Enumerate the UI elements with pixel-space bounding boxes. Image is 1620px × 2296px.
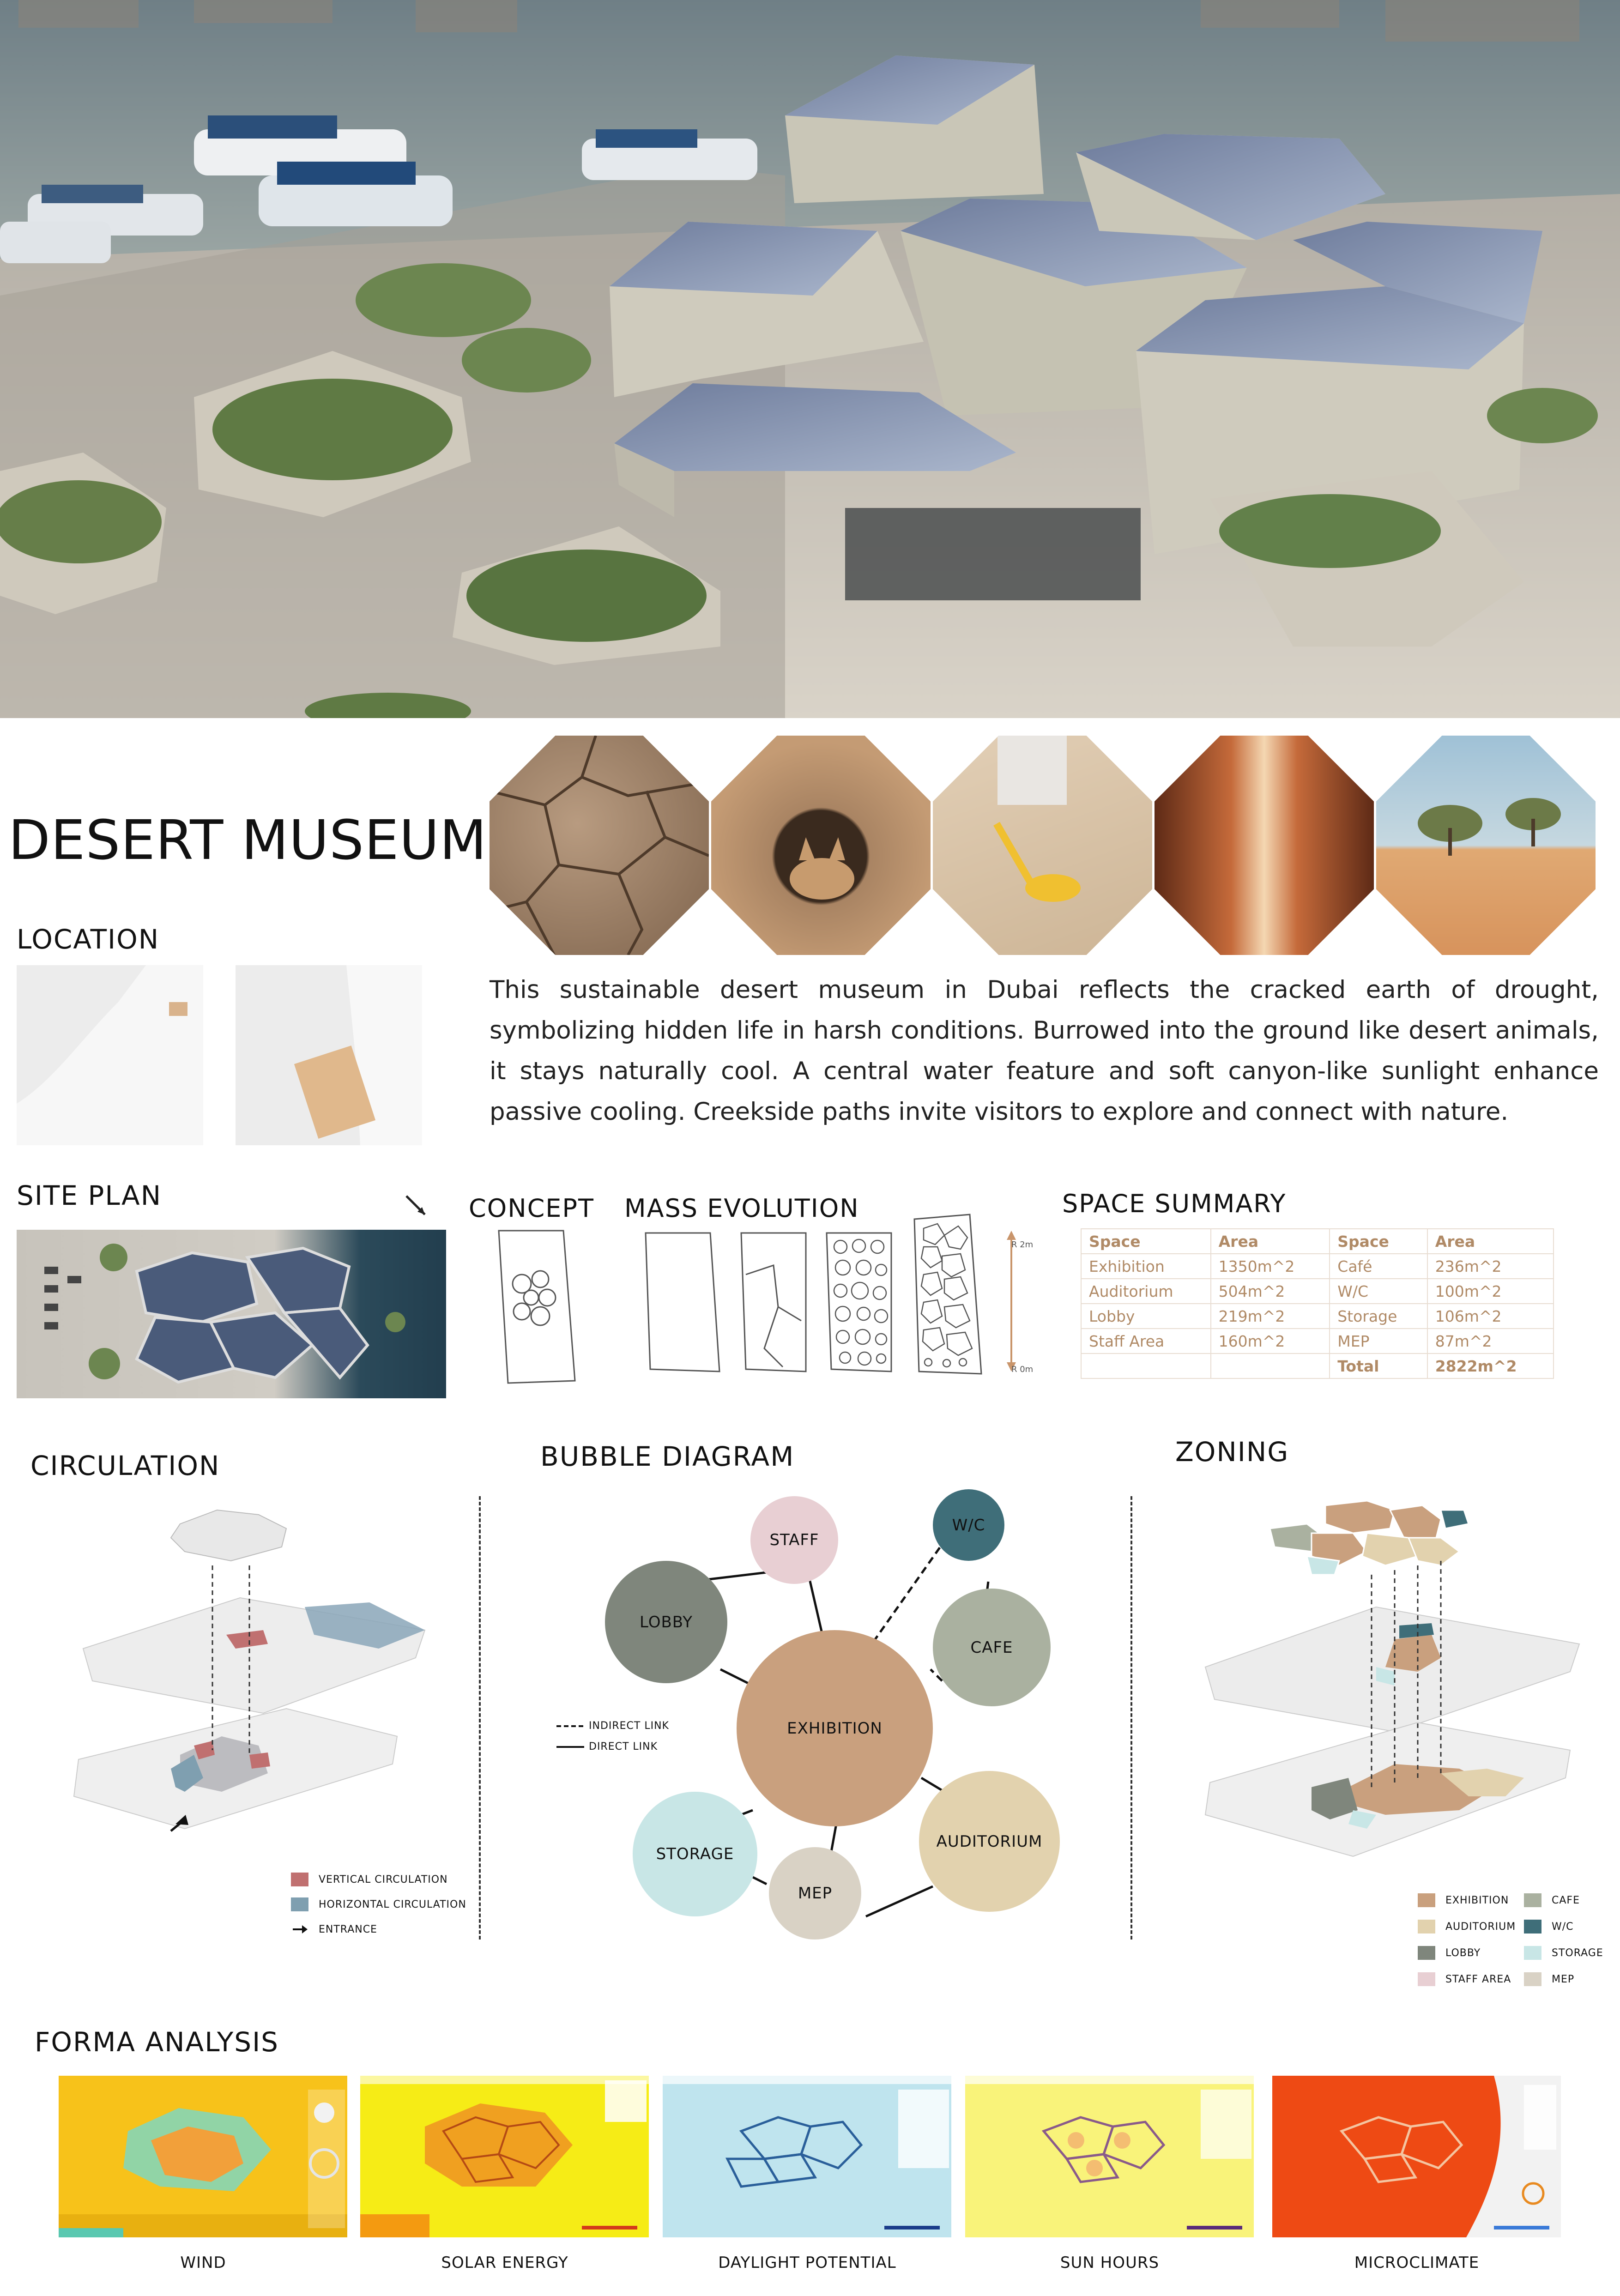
mass-evolution-step-2 xyxy=(737,1228,810,1376)
table-cell: Auditorium xyxy=(1081,1279,1211,1304)
table-cell: Exhibition xyxy=(1081,1254,1211,1279)
bubble-lobby: LOBBY xyxy=(605,1561,727,1683)
legend-label: LOBBY xyxy=(1445,1947,1481,1959)
table-row xyxy=(1081,1279,1554,1304)
forma-label-daylight-potential: DAYLIGHT POTENTIAL xyxy=(718,2254,896,2272)
table-cell: 236m^2 xyxy=(1427,1254,1554,1279)
location-heading: LOCATION xyxy=(17,924,160,955)
bubble-exhibition: EXHIBITION xyxy=(737,1630,933,1826)
table-cell: MEP xyxy=(1330,1329,1427,1353)
circulation-legend xyxy=(291,1873,466,1936)
bubble-storage: STORAGE xyxy=(633,1792,757,1916)
section-divider xyxy=(479,1496,481,1940)
table-cell: 160m^2 xyxy=(1211,1329,1330,1353)
scale-label-top: R 2m xyxy=(1011,1240,1034,1250)
legend-item xyxy=(556,1720,669,1732)
forma-wind-panel xyxy=(59,2076,347,2237)
legend-item xyxy=(1524,1972,1603,1986)
concept-image-desert-trees xyxy=(1376,736,1596,955)
header-cell: Area xyxy=(1427,1229,1554,1254)
concept-image-fox-burrow xyxy=(711,736,931,955)
site-plan-image xyxy=(17,1230,446,1398)
table-cell: Lobby xyxy=(1081,1304,1211,1329)
legend-label: STAFF AREA xyxy=(1445,1973,1511,1985)
table-cell: W/C xyxy=(1330,1279,1427,1304)
legend-swatch xyxy=(1524,1893,1541,1907)
legend-swatch xyxy=(1418,1972,1435,1986)
legend-item xyxy=(1524,1893,1603,1907)
location-map-city xyxy=(17,965,203,1145)
legend-item xyxy=(1418,1972,1516,1986)
circulation-heading: CIRCULATION xyxy=(30,1450,220,1481)
legend-swatch xyxy=(1418,1893,1435,1907)
mass-evolution-height-scale xyxy=(993,1228,1048,1376)
table-cell xyxy=(1211,1353,1330,1378)
legend-label: INDIRECT LINK xyxy=(589,1720,669,1732)
forma-sun-hours-panel xyxy=(965,2076,1254,2237)
legend-item xyxy=(1418,1920,1516,1933)
table-cell: 1350m^2 xyxy=(1211,1254,1330,1279)
legend-item xyxy=(1524,1920,1603,1933)
legend-label: ENTRANCE xyxy=(319,1923,377,1935)
zoning-legend-left xyxy=(1418,1893,1516,1986)
table-cell: Staff Area xyxy=(1081,1329,1211,1353)
legend-item xyxy=(291,1922,466,1936)
legend-swatch xyxy=(291,1897,308,1911)
mass-evolution-step-3 xyxy=(822,1228,896,1376)
forma-label-wind: WIND xyxy=(180,2254,226,2272)
space-summary-table xyxy=(1081,1228,1554,1379)
legend-label: AUDITORIUM xyxy=(1445,1921,1516,1933)
header-cell: Space xyxy=(1081,1229,1211,1254)
site-plan-heading: SITE PLAN xyxy=(17,1180,162,1211)
legend-item xyxy=(556,1741,669,1752)
header-cell: Area xyxy=(1211,1229,1330,1254)
concept-diagram xyxy=(494,1228,577,1385)
concept-image-cracked-earth xyxy=(490,736,709,955)
legend-swatch xyxy=(1418,1920,1435,1933)
mass-evolution-step-1 xyxy=(641,1228,722,1376)
legend-item xyxy=(1418,1946,1516,1960)
table-row xyxy=(1081,1329,1554,1353)
bubble-diagram-heading: BUBBLE DIAGRAM xyxy=(540,1441,795,1472)
table-row xyxy=(1081,1254,1554,1279)
legend-label: STORAGE xyxy=(1552,1947,1603,1959)
concept-heading: CONCEPT xyxy=(469,1194,594,1223)
legend-label: W/C xyxy=(1552,1921,1574,1933)
bubble-staff: STAFF xyxy=(750,1496,838,1584)
table-cell: 219m^2 xyxy=(1211,1304,1330,1329)
table-row xyxy=(1081,1304,1554,1329)
bubble-auditorium: AUDITORIUM xyxy=(919,1771,1060,1912)
forma-label-microclimate: MICROCLIMATE xyxy=(1354,2254,1480,2272)
space-summary-heading: SPACE SUMMARY xyxy=(1062,1189,1287,1218)
forma-label-sun-hours: SUN HOURS xyxy=(1060,2254,1160,2272)
hero-render xyxy=(0,0,1620,718)
location-map-site xyxy=(236,965,422,1145)
forma-microclimate-panel xyxy=(1272,2076,1561,2237)
page-title: DESERT MUSEUM xyxy=(8,808,487,872)
forma-solar-energy-panel xyxy=(360,2076,649,2237)
legend-label: DIRECT LINK xyxy=(589,1741,658,1752)
legend-label: EXHIBITION xyxy=(1445,1894,1509,1906)
legend-swatch xyxy=(291,1873,308,1886)
concept-image-digging-sand xyxy=(933,736,1152,955)
table-cell: 2822m^2 xyxy=(1427,1353,1554,1378)
legend-label: MEP xyxy=(1552,1973,1575,1985)
legend-item xyxy=(1418,1893,1516,1907)
bubble-legend xyxy=(556,1720,669,1752)
legend-label: HORIZONTAL CIRCULATION xyxy=(319,1898,466,1910)
mass-evolution-step-4 xyxy=(910,1210,984,1378)
table-cell: 87m^2 xyxy=(1427,1329,1554,1353)
circulation-diagram xyxy=(65,1496,434,1852)
table-cell: 106m^2 xyxy=(1427,1304,1554,1329)
zoning-heading: ZONING xyxy=(1175,1436,1289,1468)
zoning-diagram xyxy=(1201,1492,1584,1875)
section-divider xyxy=(1130,1496,1132,1940)
north-arrow-icon xyxy=(402,1191,429,1219)
header-cell: Space xyxy=(1330,1229,1427,1254)
table-cell xyxy=(1081,1353,1211,1378)
legend-swatch xyxy=(1524,1920,1541,1933)
direct-link-line-icon xyxy=(556,1745,584,1749)
legend-swatch xyxy=(1524,1946,1541,1960)
legend-swatch xyxy=(1418,1946,1435,1960)
scale-label-bottom: R 0m xyxy=(1011,1365,1034,1374)
bubble-wc: W/C xyxy=(933,1489,1004,1561)
legend-swatch xyxy=(1524,1972,1541,1986)
legend-item xyxy=(291,1873,466,1886)
zoning-legend-right xyxy=(1524,1893,1603,1986)
table-cell: Total xyxy=(1330,1353,1427,1378)
forma-label-solar-energy: SOLAR ENERGY xyxy=(441,2254,568,2272)
entrance-arrow-icon xyxy=(291,1922,308,1936)
indirect-link-line-icon xyxy=(556,1724,584,1728)
bubble-cafe: CAFE xyxy=(933,1589,1051,1706)
concept-image-canyon-light xyxy=(1155,736,1374,955)
legend-label: VERTICAL CIRCULATION xyxy=(319,1873,448,1885)
table-cell: Storage xyxy=(1330,1304,1427,1329)
project-description: This sustainable desert museum in Dubai reflects the cracked earth of drought, symbolizing hidden life in harsh conditions. Burrowed into the ground like desert animals, it stays naturally cool. A central water feature and soft canyon-like sunlight enhance passive cooling. Creekside paths invite visitors to explore and connect with nature. xyxy=(490,976,1599,1126)
forma-analysis-heading: FORMA ANALYSIS xyxy=(35,2026,279,2058)
table-header-row xyxy=(1081,1229,1554,1254)
table-cell: 504m^2 xyxy=(1211,1279,1330,1304)
mass-evolution-heading: MASS EVOLUTION xyxy=(624,1194,859,1223)
legend-label: CAFE xyxy=(1552,1894,1580,1906)
legend-item xyxy=(1524,1946,1603,1960)
table-cell: Café xyxy=(1330,1254,1427,1279)
bubble-mep: MEP xyxy=(769,1847,861,1940)
table-cell: 100m^2 xyxy=(1427,1279,1554,1304)
forma-daylight-potential-panel xyxy=(663,2076,951,2237)
legend-item xyxy=(291,1897,466,1911)
table-total-row xyxy=(1081,1353,1554,1378)
